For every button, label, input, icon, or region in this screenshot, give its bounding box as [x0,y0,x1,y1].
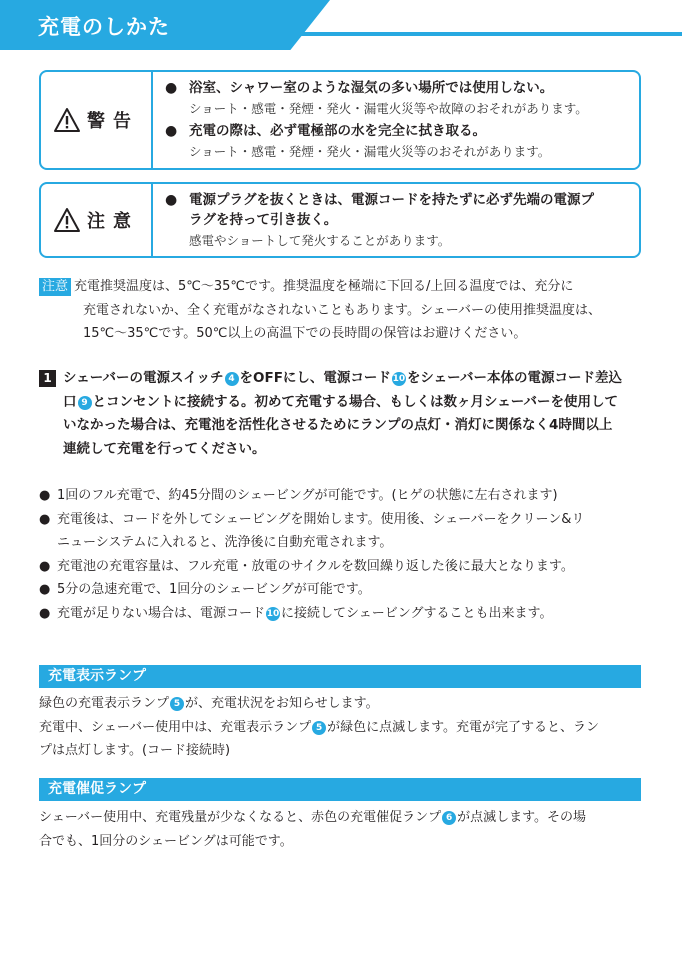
list-item-text: 5分の急速充電で、1回分のシェービングが可能です。 [57,582,371,597]
list-item [39,578,645,602]
step-text-part: シェーバーの電源スイッチ [63,370,224,386]
part-number-badge: 4 [225,372,239,386]
warning-box [39,70,641,170]
warning-triangle-icon [53,107,81,133]
paragraph-text: が、充電状況をお知らせします。 [185,696,379,711]
part-number-badge: 5 [312,721,326,735]
bullet-mark: ● [39,511,51,527]
step-text-part: をOFFにし、電源コード [239,370,391,386]
part-number-badge: 5 [170,697,184,711]
bullet-mark: ● [165,192,178,208]
prompt-lamp-text [39,806,643,853]
paragraph-text: シェーバー使用中、充電残量が少なくなると、赤色の充電催促ランプ [39,810,442,825]
list-item-text: 充電後は、コードを外してシェービングを開始します。使用後、シェーバーをクリーン&リ [57,511,585,527]
header-rule [300,32,682,36]
charge-lamp-text [39,692,643,763]
caution-item-head: 電源プラグを抜くときは、電源コードを持たずに必ず先端の電源プ [189,192,594,208]
warning-item-head: 充電の際は、必ず電極部の水を完全に拭き取る。 [189,123,486,139]
bullet-mark: ● [39,488,51,503]
paragraph-text: 充電中、シェーバー使用中は、充電表示ランプ [39,719,312,735]
section-title-charge-lamp: 充電表示ランプ [39,665,641,688]
list-item [39,484,645,508]
list-item [39,508,645,555]
step-number: 1 [39,370,56,387]
caution-note-line: 充電推奨温度は、5℃〜35℃です。推奨温度を極端に下回る/上回る温度では、充分に [74,279,574,294]
paragraph-text: 合でも、1回分のシェービングは可能です。 [39,833,293,849]
list-item-text: 充電が足りない場合は、電源コード [57,605,266,621]
list-item-text: に接続してシェービングすることも出来ます。 [281,605,553,621]
caution-note-line: 充電されないか、全く充電がなされないこともあります。シェーバーの使用推奨温度は、 [83,302,602,318]
warning-item-desc: ショート・感電・発煙・発火・漏電火災等のおそれがあります。 [189,144,551,159]
warning-item [165,78,631,119]
part-number-badge: 10 [266,608,280,619]
step-text-part: 口 [63,393,77,410]
list-item [39,602,645,626]
warning-triangle-icon [53,207,81,233]
step-text-part: いなかった場合は、充電池を活性化させるためにランプの点灯・消灯に関係なく4時間以上 [63,417,613,433]
step-text-part: 連続して充電を行ってください。 [63,440,266,457]
caution-note [39,275,641,346]
page-title: 充電のしかた [38,15,170,39]
bullet-mark: ● [39,582,51,597]
caution-item-head-cont: ラグを持って引き抜く。 [189,212,338,228]
step-1 [39,367,641,461]
step-text-part: をシェーバー本体の電源コード差込 [406,370,622,386]
step-text-part: とコンセントに接続する。初めて充電する場合、もしくは数ヶ月シェーバーを使用して [92,393,619,410]
list-item-text: 1回のフル充電で、約45分間のシェービングが可能です。(ヒゲの状態に左右されます) [57,488,558,503]
paragraph-text: が緑色に点滅します。充電が完了すると、ラン [327,719,600,735]
part-number-badge: 6 [442,811,456,825]
bullet-mark: ● [39,558,51,574]
step-text [39,367,641,461]
warning-label [41,72,153,168]
warning-label-text: 警告 [87,111,139,132]
paragraph-text: 緑色の充電表示ランプ [39,696,170,711]
part-number-badge: 10 [392,374,406,384]
caution-tag: 注意 [39,278,71,296]
charging-notes-list [39,484,645,625]
section-title-prompt-lamp: 充電催促ランプ [39,778,641,801]
bullet-mark: ● [165,80,178,96]
caution-item [165,190,631,251]
caution-box [39,182,641,258]
warning-item [165,121,631,162]
list-item [39,555,645,579]
warning-item-head: 浴室、シャワー室のような湿気の多い場所では使用しない。 [189,80,554,96]
paragraph-text: プは点灯します。(コード接続時) [39,743,231,758]
caution-body [165,190,631,253]
caution-note-line: 15℃〜35℃です。50℃以上の高温下での長時間の保管はお避けください。 [83,326,527,341]
bullet-mark: ● [39,605,51,621]
warning-body [165,78,631,164]
caution-label-text: 注意 [87,211,139,232]
list-item-text: ニューシステムに入れると、洗浄後に自動充電されます。 [57,535,393,550]
paragraph-text: が点滅します。その場 [457,810,587,825]
bullet-mark: ● [165,123,178,139]
caution-label [41,184,153,256]
part-number-badge: 9 [78,396,92,410]
caution-item-desc: 感電やショートして発火することがあります。 [189,233,451,248]
warning-item-desc: ショート・感電・発煙・発火・漏電火災等や故障のおそれがあります。 [189,101,588,116]
list-item-text: 充電池の充電容量は、フル充電・放電のサイクルを数回繰り返した後に最大となります。 [57,558,574,574]
